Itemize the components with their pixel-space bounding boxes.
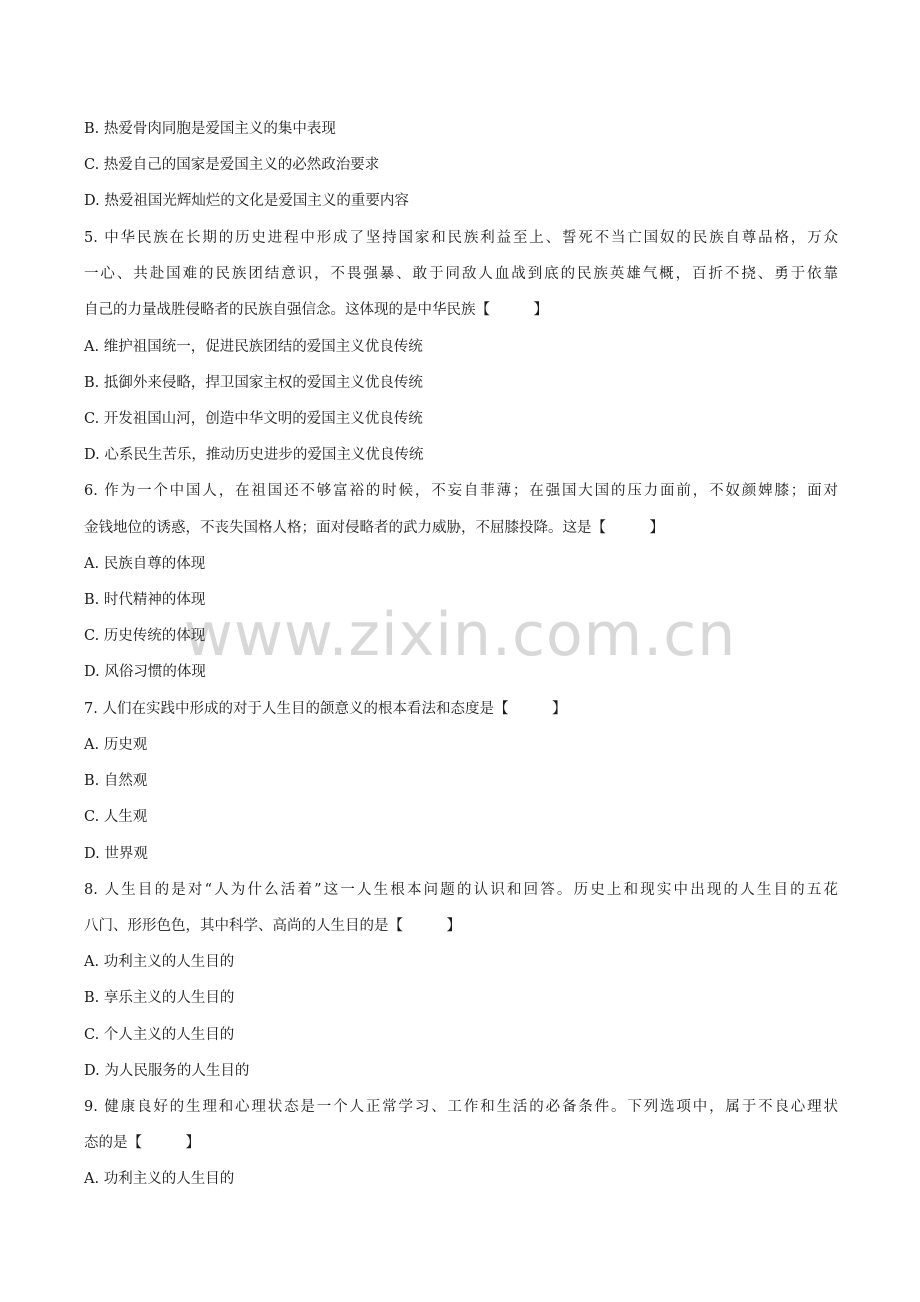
option-line: C. 人生观 — [84, 809, 148, 825]
question-line: 9. 健康良好的生理和心理状态是一个人正常学习、工作和生活的必备条件。下列选项中，属于不良心理状 — [84, 1099, 838, 1115]
option-line: D. 心系民生苦乐，推动历史进步的爱国主义优良传统 — [84, 447, 424, 463]
question-line: 6. 作为一个中国人，在祖国还不够富裕的时候，不妄自菲薄；在强国大国的压力面前，不奴颜婢膝；面对 — [84, 483, 838, 499]
option-line: C. 开发祖国山河，创造中华文明的爱国主义优良传统 — [84, 411, 423, 427]
question-line: 态的是【 】 — [84, 1135, 200, 1151]
option-line: B. 热爱骨肉同胞是爱国主义的集中表现 — [84, 121, 336, 137]
option-line: D. 为人民服务的人生目的 — [84, 1063, 250, 1079]
question-line: 自己的力量战胜侵略者的民族自强信念。这体现的是中华民族【 】 — [84, 302, 548, 318]
option-line: D. 热爱祖国光辉灿烂的文化是爱国主义的重要内容 — [84, 193, 409, 209]
option-line: B. 享乐主义的人生目的 — [84, 990, 235, 1006]
option-line: A. 民族自尊的体现 — [84, 556, 206, 572]
option-line: B. 抵御外来侵略，捍卫国家主权的爱国主义优良传统 — [84, 375, 423, 391]
option-line: B. 自然观 — [84, 773, 148, 789]
question-line: 金钱地位的诱惑，不丧失国格人格；面对侵略者的武力威胁，不屈膝投降。这是【 】 — [84, 520, 664, 536]
question-line: 八门、形形色色，其中科学、高尚的人生目的是【 】 — [84, 918, 461, 934]
option-line: C. 个人主义的人生目的 — [84, 1027, 235, 1043]
option-line: C. 热爱自己的国家是爱国主义的必然政治要求 — [84, 157, 380, 173]
option-line: A. 功利主义的人生目的 — [84, 954, 235, 970]
option-line: A. 维护祖国统一，促进民族团结的爱国主义优良传统 — [84, 339, 423, 355]
question-line: 一心、共赴国难的民族团结意识，不畏强暴、敢于同敌人血战到底的民族英雄气概，百折不挠、勇于依靠 — [84, 266, 838, 282]
option-line: A. 历史观 — [84, 737, 148, 753]
question-line: 7. 人们在实践中形成的对于人生目的颌意义的根本看法和态度是【 】 — [84, 701, 567, 717]
question-line: 5. 中华民族在长期的历史进程中形成了坚持国家和民族利益至上、誓死不当亡国奴的民族自尊品格，万众 — [84, 230, 838, 246]
watermark: www.zixin.com.cn — [183, 600, 737, 670]
option-line: C. 历史传统的体现 — [84, 628, 206, 644]
option-line: B. 时代精神的体现 — [84, 592, 206, 608]
option-line: A. 功利主义的人生目的 — [84, 1171, 235, 1187]
option-line: D. 风俗习惯的体现 — [84, 664, 206, 680]
question-line: 8. 人生目的是对“人为什么活着”这一人生根本问题的认识和回答。历史上和现实中出现的人生目的五花 — [84, 882, 838, 898]
option-line: D. 世界观 — [84, 846, 148, 862]
